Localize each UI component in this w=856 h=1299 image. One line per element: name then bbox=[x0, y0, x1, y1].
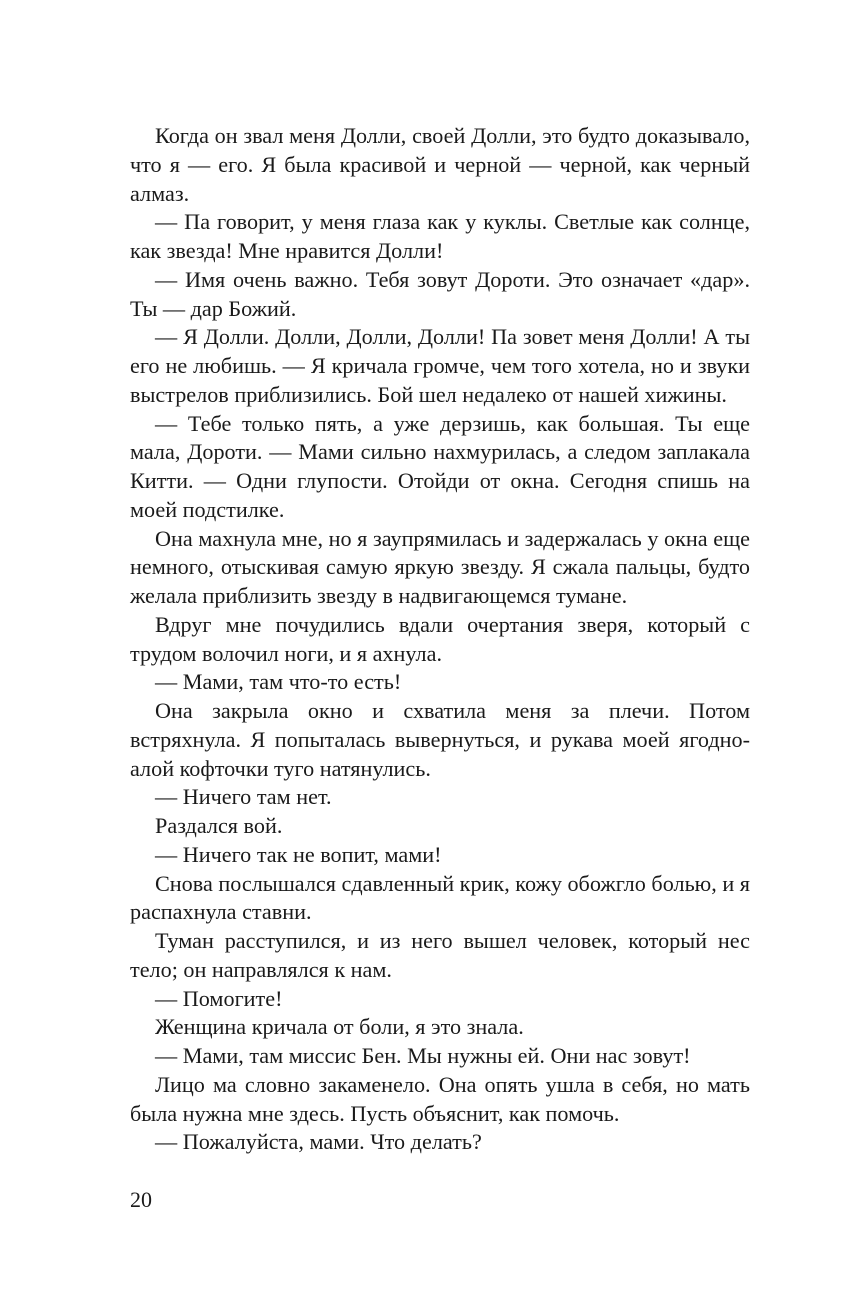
paragraph: — Пожалуйста, мами. Что делать? bbox=[155, 1129, 482, 1155]
paragraph: Когда он звал меня Долли, своей Долли, это будто доказывало, что я — его. Я была красивой и черной — черной, как черный алмаз. bbox=[130, 123, 750, 206]
paragraph: — Помогите! bbox=[155, 985, 283, 1011]
paragraph: — Имя очень важно. Тебя зовут Дороти. Это означает «дар». Ты — дар Божий. bbox=[130, 266, 750, 321]
paragraph: — Па говорит, у меня глаза как у куклы. Светлые как солнце, как звезда! Мне нравится Долли! bbox=[130, 209, 750, 263]
paragraph: — Ничего так не вопит, мами! bbox=[155, 841, 442, 867]
paragraph: — Ничего там нет. bbox=[155, 784, 332, 810]
page-number: 20 bbox=[130, 1187, 152, 1212]
paragraph: Раздался вой. bbox=[155, 813, 283, 838]
paragraph: — Мами, там что-то есть! bbox=[155, 669, 402, 695]
body-text bbox=[130, 122, 750, 1157]
paragraph: — Я Долли. Долли, Долли, Долли! Па зовет меня Долли! А ты его не любишь. — Я кричала громче, чем того хотела, но и звуки выстрелов приблизились. Бой шел недалеко от нашей хижины. bbox=[130, 324, 750, 407]
paragraph: Туман расступился, и из него вышел человек, который нес тело; он направлялся к нам. bbox=[130, 928, 750, 982]
paragraph: Снова послышался сдавленный крик, кожу обожгло болью, и я распахнула ставни. bbox=[130, 870, 750, 925]
paragraph: Лицо ма словно закаменело. Она опять ушла в себя, но мать была нужна мне здесь. Пусть объяснит, как помочь. bbox=[130, 1071, 750, 1126]
paragraph: Вдруг мне почудились вдали очертания зверя, который с трудом волочил ноги, и я ахнула. bbox=[130, 611, 750, 666]
paragraph: Она закрыла окно и схватила меня за плечи. Потом встряхнула. Я попыталась вывернуться, и рукава моей ягодно-алой кофточки туго натянулись. bbox=[130, 698, 750, 781]
paragraph: Она махнула мне, но я заупрямилась и задержалась у окна еще немного, отыскивая самую яркую звезду. Я сжала пальцы, будто желала приблизить звезду в надвигающемся тумане. bbox=[130, 525, 750, 608]
paragraph: Женщина кричала от боли, я это знала. bbox=[155, 1014, 524, 1040]
paragraph: — Тебе только пять, а уже дерзишь, как большая. Ты еще мала, Дороти. — Мами сильно нахмурилась, а следом заплакала Китти. — Одни глупости. Отойди от окна. Сегодня спишь на моей подстилке. bbox=[130, 410, 750, 522]
paragraph: — Мами, там миссис Бен. Мы нужны ей. Они нас зовут! bbox=[155, 1043, 691, 1068]
